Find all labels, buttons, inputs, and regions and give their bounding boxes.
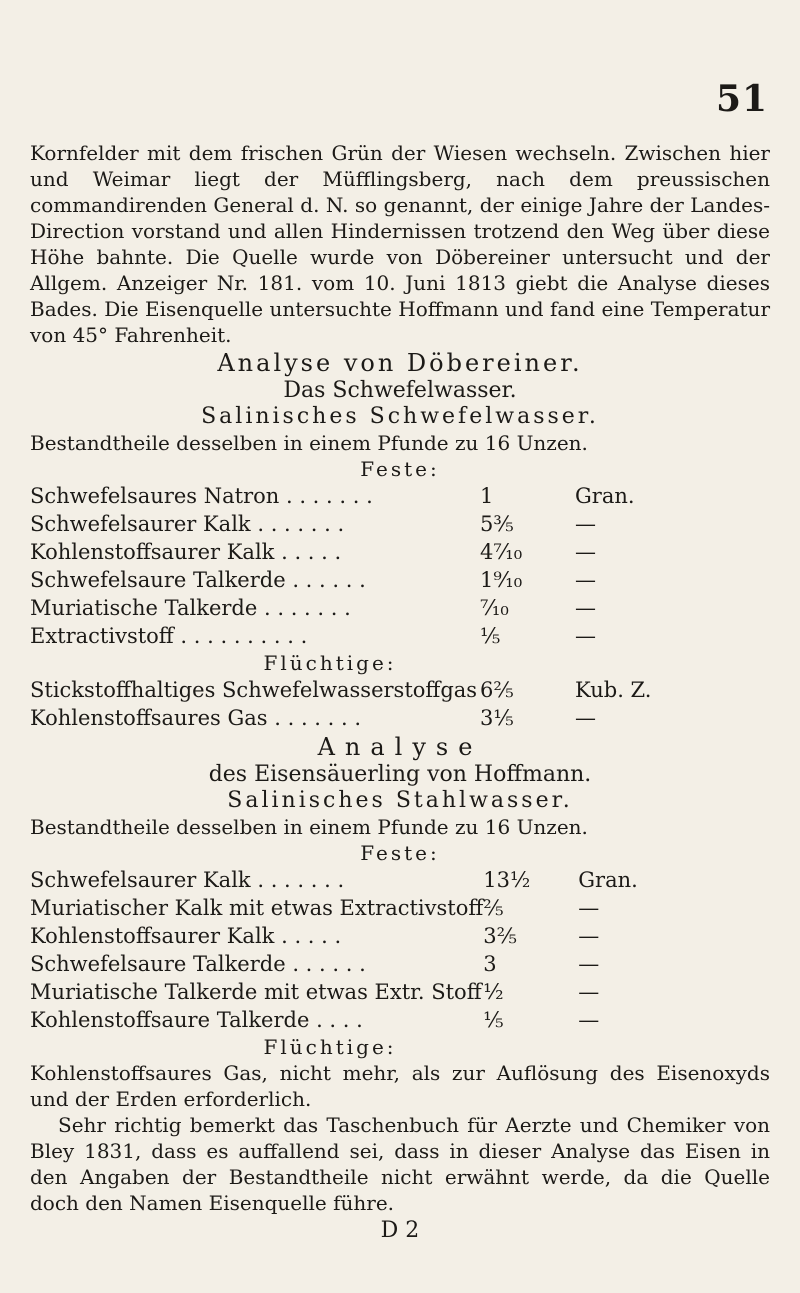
intro-paragraph: Kornfelder mit dem frischen Grün der Wiesen wechseln. Zwischen hier und Weimar liegt der Müfflingsberg, nach dem preussischen commandirenden General d. N. so genannt, der einige Jahre der Landes-Direction vorstand und allen Hindernissen trotzend den Weg über diese Höhe bahnte. Die Quelle wurde von Döbereiner untersucht und der Allgem. Anzeiger Nr. 181. vom 10. Juni 1813 giebt die Analyse dieses Bades. Die Eisenquelle untersuchte Hoffmann und fand eine Temperatur von 45° Fahrenheit. — [30, 141, 770, 347]
item-unit: Gran. — [578, 868, 638, 892]
item-leader-dots: . . . . . . — [292, 952, 366, 976]
item-unit: — — [578, 980, 600, 1004]
item-value: 1 — [480, 484, 494, 508]
table-row — [30, 482, 770, 510]
item-leader-dots: . . . . — [316, 1008, 363, 1032]
item-name: Kohlenstoffsaures Gas — [30, 706, 268, 730]
item-value: 4⁷⁄₁₀ — [480, 540, 523, 564]
item-name: Schwefelsaure Talkerde — [30, 568, 286, 592]
analysis1-subtitle: Das Schwefelwasser. — [283, 378, 517, 403]
item-value: 1⁹⁄₁₀ — [480, 568, 523, 592]
table-row — [30, 978, 770, 1006]
item-label-cell — [30, 538, 480, 566]
table-row — [30, 922, 770, 950]
item-name: Muriatischer Kalk mit etwas Extractivstoff — [30, 896, 484, 920]
item-label-cell — [30, 922, 483, 950]
item-label-cell — [30, 1006, 483, 1034]
item-name: Muriatische Talkerde mit etwas Extr. Stoff — [30, 980, 482, 1004]
table-row — [30, 676, 770, 704]
item-unit: — — [575, 624, 596, 648]
item-unit: — — [575, 706, 596, 730]
item-unit: — — [575, 568, 596, 592]
analysis2-fixed-table — [30, 866, 770, 1034]
item-label-cell — [30, 566, 480, 594]
item-unit: Gran. — [575, 484, 635, 508]
item-leader-dots: . . . . . . — [292, 568, 366, 592]
item-label-cell — [30, 510, 480, 538]
item-unit: Kub. Z. — [575, 678, 652, 702]
item-leader-dots: . . . . . . . — [257, 512, 345, 536]
item-label-cell — [30, 950, 483, 978]
item-value: ⅕ — [483, 1008, 504, 1032]
analysis2-lead: Bestandtheile desselben in einem Pfunde zu 16 Unzen. — [30, 815, 588, 839]
item-unit: — — [578, 952, 600, 976]
analysis2-volatile-heading: Flüchtige: — [263, 1035, 397, 1059]
item-value: 6⅖ — [480, 678, 514, 702]
item-leader-dots: . . . . . . . — [285, 484, 373, 508]
item-value: ⁷⁄₁₀ — [480, 596, 509, 620]
analysis2-subtitle: des Eisensäuerling von Hoffmann. — [208, 762, 592, 787]
item-name: Kohlenstoffsaurer Kalk — [30, 540, 275, 564]
item-name: Kohlenstoffsaure Talkerde — [30, 1008, 310, 1032]
item-name: Schwefelsaurer Kalk — [30, 512, 251, 536]
table-row — [30, 704, 770, 732]
item-unit: — — [575, 596, 596, 620]
item-name: Stickstoffhaltiges Schwefelwasserstoffgas — [30, 678, 478, 702]
item-leader-dots: . . . . . — [281, 540, 342, 564]
table-row — [30, 622, 770, 650]
item-label-cell — [30, 594, 480, 622]
item-unit: — — [578, 924, 600, 948]
closing-paragraph: Sehr richtig bemerkt das Taschenbuch für Aerzte und Chemiker von Bley 1831, dass es auffallend sei, dass in dieser Analyse das Eisen in den Angaben der Bestandtheile nicht erwähnt werde, da die Quelle doch den Namen Eisenquelle führe. — [30, 1113, 770, 1215]
table-row — [30, 510, 770, 538]
analysis2-fixed-heading: Feste: — [360, 841, 440, 865]
item-name: Kohlenstoffsaurer Kalk — [30, 924, 275, 948]
item-unit: — — [575, 512, 596, 536]
analysis1-fixed-table — [30, 482, 770, 650]
item-name: Extractivstoff — [30, 624, 174, 648]
table-row — [30, 950, 770, 978]
table-row — [30, 594, 770, 622]
signature-mark: D 2 — [380, 1218, 420, 1243]
item-value: ½ — [483, 980, 504, 1004]
item-leader-dots: . . . . . . . — [257, 868, 345, 892]
item-label-cell — [30, 978, 483, 1006]
item-label-cell — [30, 482, 480, 510]
analysis1-subtitle2: Salinisches Schwefelwasser. — [201, 404, 599, 429]
analysis2-subtitle2: Salinisches Stahlwasser. — [227, 788, 573, 813]
analysis1-fixed-heading: Feste: — [360, 457, 440, 481]
item-leader-dots: . . . . . . . — [264, 596, 351, 620]
item-unit: — — [578, 896, 600, 920]
item-label-cell — [30, 622, 480, 650]
analysis2-title: Analyse — [317, 733, 483, 761]
item-value: ⅖ — [483, 896, 504, 920]
table-row — [30, 894, 770, 922]
item-label-cell — [30, 894, 483, 922]
analysis2-volatile-text: Kohlenstoffsaures Gas, nicht mehr, als zur Auflösung des Eisenoxyds und der Erden erforderlich. — [30, 1061, 770, 1111]
item-unit: — — [575, 540, 596, 564]
item-name: Schwefelsaure Talkerde — [30, 952, 286, 976]
analysis1-lead: Bestandtheile desselben in einem Pfunde zu 16 Unzen. — [30, 431, 588, 455]
item-label-cell — [30, 704, 480, 732]
analysis1-volatile-heading: Flüchtige: — [263, 651, 397, 675]
item-value: 3⅕ — [480, 706, 514, 730]
item-label-cell — [30, 676, 480, 704]
analysis1-title: Analyse von Döbereiner. — [217, 349, 583, 377]
item-name: Schwefelsaurer Kalk — [30, 868, 251, 892]
item-leader-dots: . . . . . . . . . . — [180, 624, 308, 648]
item-value: 13½ — [483, 868, 531, 892]
analysis1-volatile-table — [30, 676, 770, 732]
item-label-cell — [30, 866, 483, 894]
item-value: ⅕ — [480, 624, 501, 648]
table-row — [30, 866, 770, 894]
item-value: 5⅗ — [480, 512, 514, 536]
item-name: Schwefelsaures Natron — [30, 484, 280, 508]
table-row — [30, 1006, 770, 1034]
item-leader-dots: . . . . . — [281, 924, 342, 948]
item-value: 3⅖ — [483, 924, 517, 948]
item-name: Muriatische Talkerde — [30, 596, 258, 620]
page-content — [30, 140, 770, 1244]
item-leader-dots: . . . . . . . — [274, 706, 362, 730]
page-number: 51 — [716, 78, 769, 120]
item-unit: — — [578, 1008, 600, 1032]
item-value: 3 — [483, 952, 497, 976]
table-row — [30, 566, 770, 594]
table-row — [30, 538, 770, 566]
